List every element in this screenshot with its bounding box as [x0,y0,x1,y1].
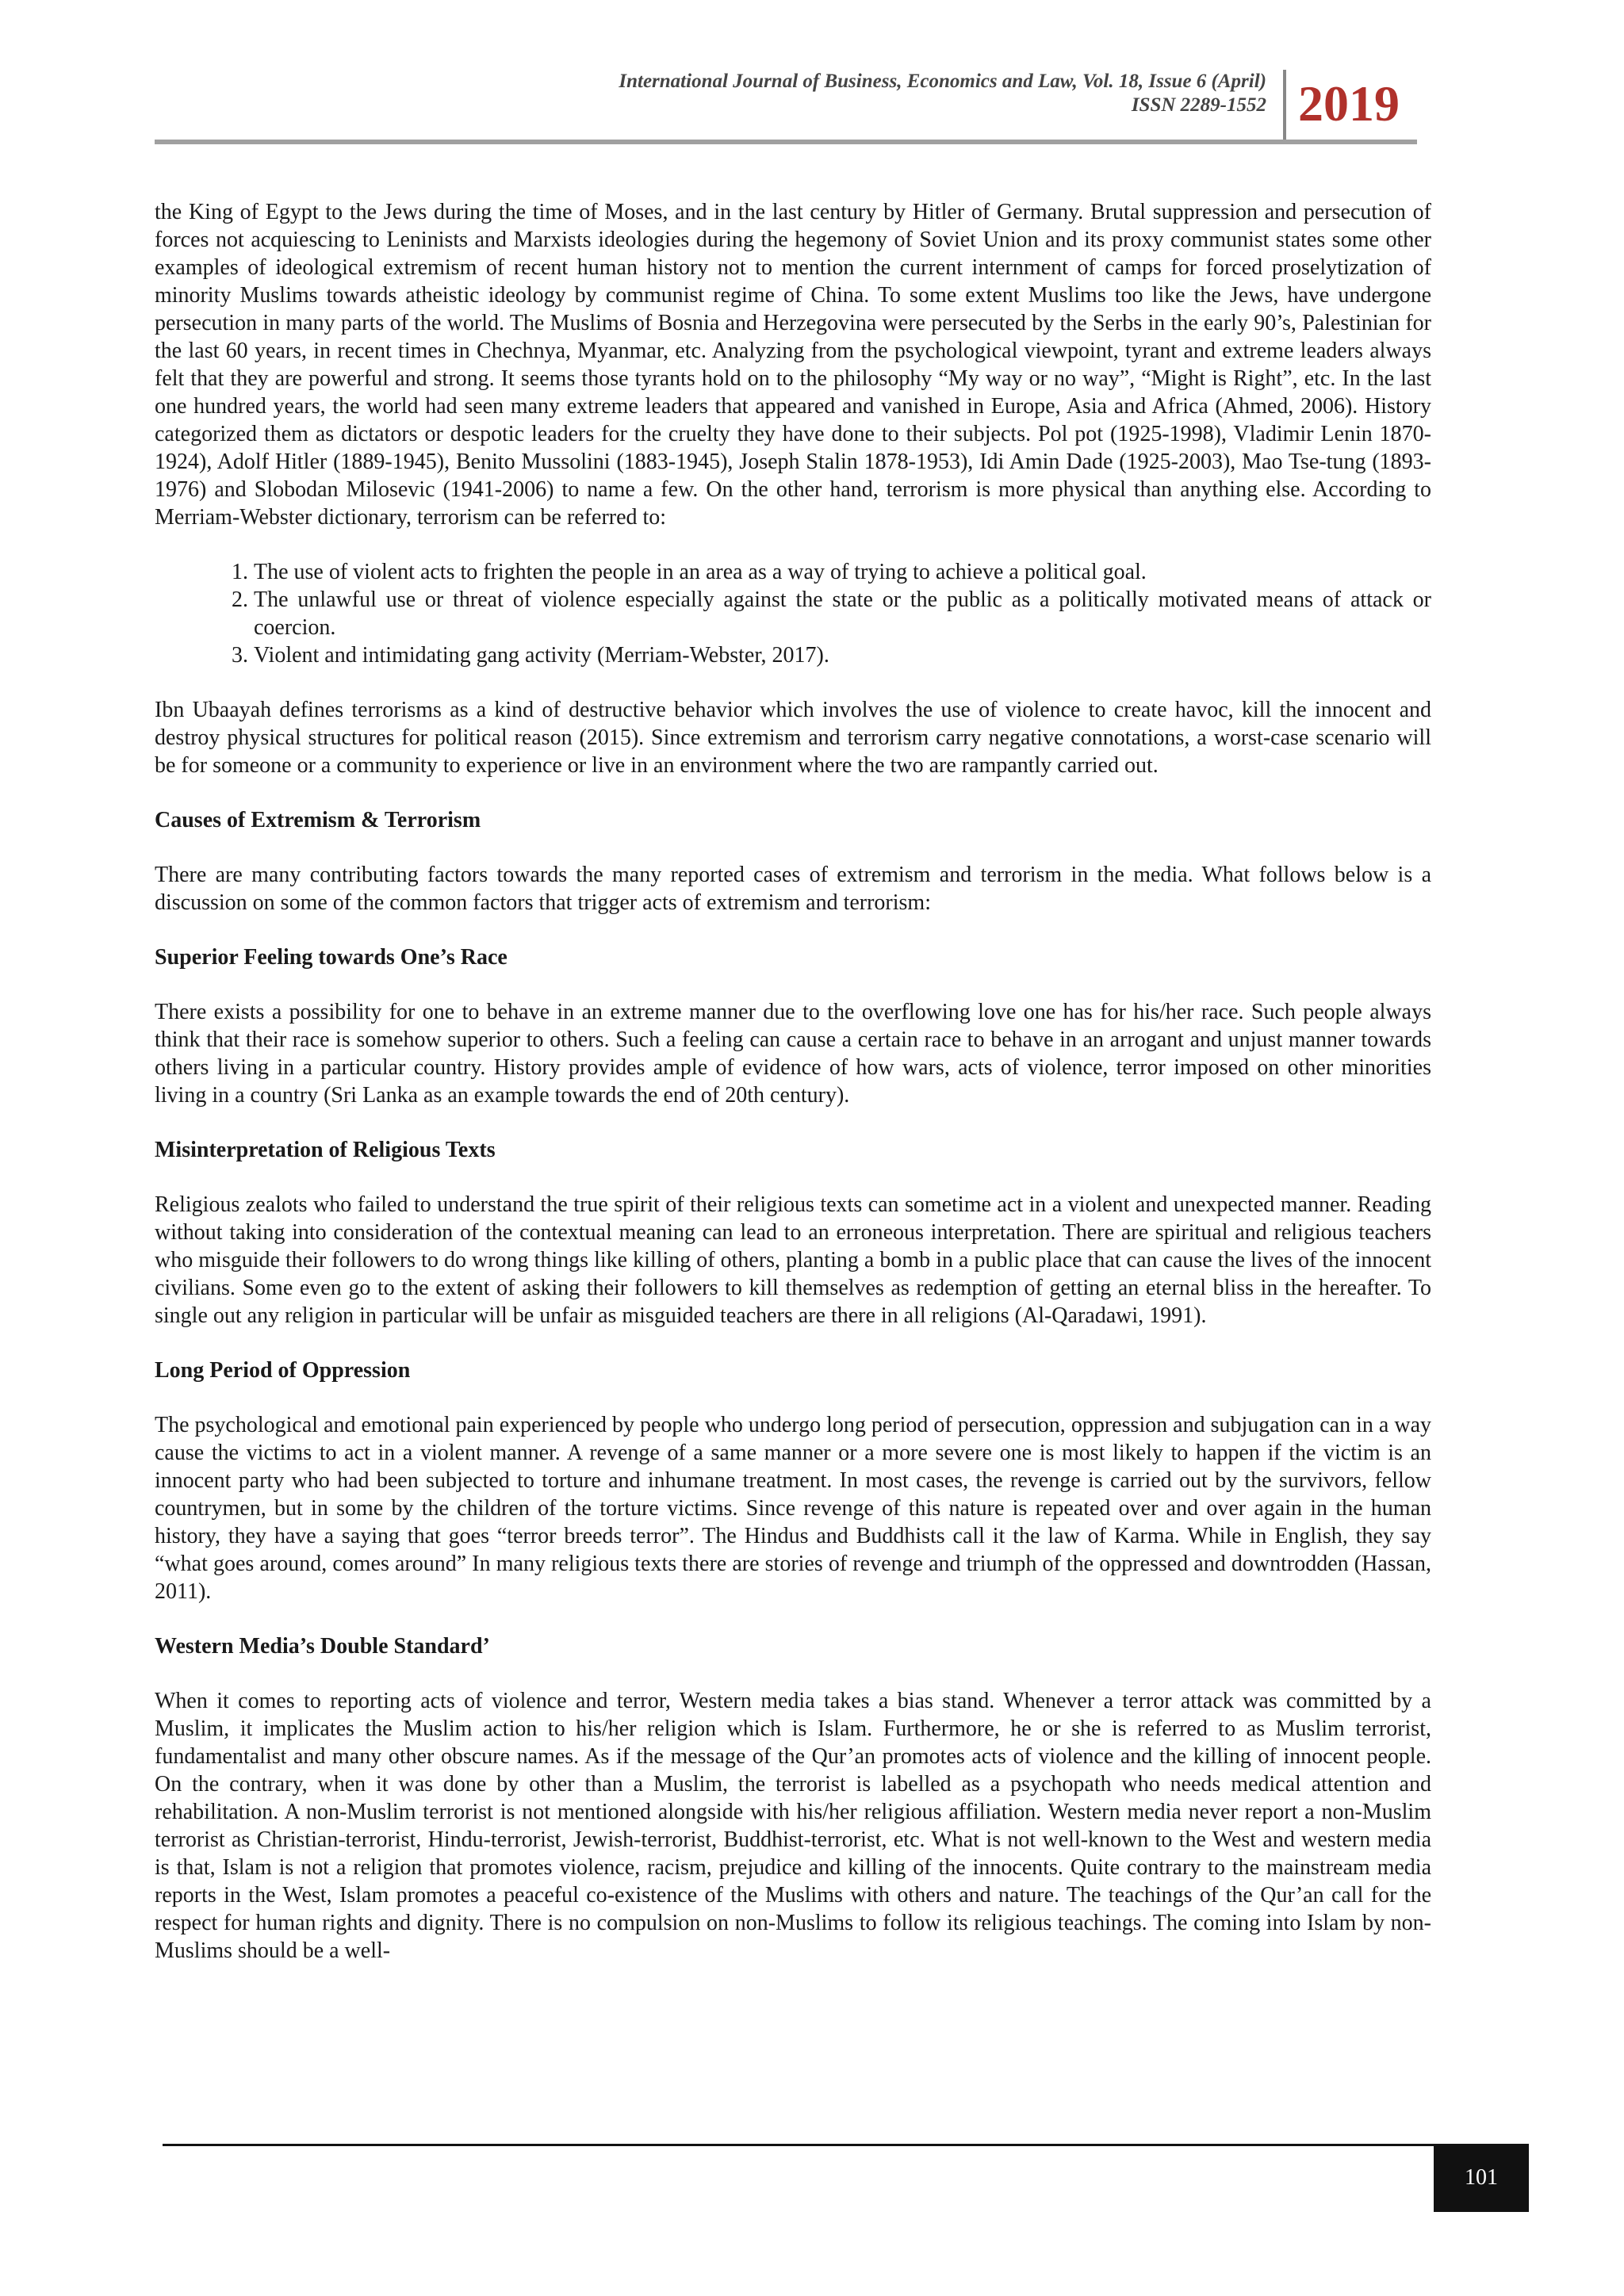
issn: ISSN 2289-1552 [1131,94,1266,116]
paragraph-ibn-ubaayah: Ibn Ubaayah defines terrorisms as a kind of destructive behavior which involves the use of violence to create havoc, kill the innocent and destroy physical structures for political reason (2015). Since extremism and terrorism carry negative connotations, a worst-case scenario will be for someone or a community to experience or live in an environment where the two are rampantly carried out. [155,698,1431,778]
paragraph-religious-texts: Religious zealots who failed to understand the true spirit of their religious texts can sometime act in a violent and unexpected manner. Reading without taking into consideration of the contextual meaning can lead to an erroneous interpretation. There are spiritual and religious teachers who misguide their followers to do wrong things like killing of others, planting a bomb in a public place that can cause the lives of the innocent civilians. Some even go to the extent of asking their followers to kill themselves as redemption of getting an eternal bliss in the hereafter. To single out any religion in particular will be unfair as misguided teachers are there in all religions (Al-Qaradawi, 1991). [155,1192,1431,1328]
heading-religious-texts: Misinterpretation of Religious Texts [155,1138,496,1162]
heading-oppression: Long Period of Oppression [155,1358,411,1383]
list-item: 2. The unlawful use or threat of violence especially against the state or the public as a politically motivated means of attack or coercion. [254,586,1431,641]
header-divider [1283,70,1286,143]
journal-citation [619,70,1266,117]
heading-causes: Causes of Extremism & Terrorism [155,808,481,832]
publication-year: 2019 [1298,75,1400,132]
paragraph-race: There exists a possibility for one to behave in an extreme manner due to the overflowing love one has for his/her race. Such people always think that their race is somehow superior to others. Such a feeling can cause a certain race to behave in an arrogant and unjust manner towards others living in a particular country. History provides ample of evidence of how wars, acts of violence, terror imposed on other minorities living in a country (Sri Lanka as an example towards the end of 20th century). [155,1000,1431,1108]
footer-rule [163,2144,1435,2146]
list-item: 1. The use of violent acts to frighten the people in an area as a way of trying to achieve a political goal. [254,558,1431,586]
list-item: 3. Violent and intimidating gang activity (Merriam-Webster, 2017). [254,641,1431,669]
article-body [155,198,1431,1992]
paragraph-oppression: The psychological and emotional pain experienced by people who undergo long period of persecution, oppression and subjugation can in a way cause the victims to act in a violent manner. A revenge of a same manner or a more severe one is most likely to happen if the victim is an innocent party who had been subjected to torture and inhumane treatment. In most cases, the revenge is carried out by the survivors, fellow countrymen, but in some by the children of the torture victims. Since revenge of this nature is repeated over and over again in the human history, they have a saying that goes “terror breeds terror”. The Hindus and Buddhists call it the law of Karma. While in English, they say “what goes around, comes around” In many religious texts there are stories of revenge and triumph of the oppressed and downtrodden (Hassan, 2011). [155,1413,1431,1604]
paragraph-intro: the King of Egypt to the Jews during the time of Moses, and in the last century by Hitler of Germany. Brutal suppression and persecution of forces not acquiescing to Leninists and Marxists ideologies during the hegemony of Soviet Union and its proxy communist states some other examples of ideological extremism of recent human history not to mention the current internment of camps for forced proselytization of minority Muslims towards atheistic ideology by communist regime of China. To some extent Muslims too like the Jews, have undergone persecution in many parts of the world. The Muslims of Bosnia and Herzegovina were persecuted by the Serbs in the early 90’s, Palestinian for the last 60 years, in recent times in Chechnya, Myanmar, etc. Analyzing from the psychological viewpoint, tyrant and extreme leaders always felt that they are powerful and strong. It seems those tyrants hold on to the philosophy “My way or no way”, “Might is Right”, etc. In the last one hundred years, the world had seen many extreme leaders that appeared and vanished in Europe, Asia and Africa (Ahmed, 2006). History categorized them as dictators or despotic leaders for the cruelty they have done to their subjects. Pol pot (1925-1998), Vladimir Lenin 1870-1924), Adolf Hitler (1889-1945), Benito Mussolini (1883-1945), Joseph Stalin 1878-1953), Idi Amin Dade (1925-2003), Mao Tse-tung (1893-1976) and Slobodan Milosevic (1941-2006) to name a few. On the other hand, terrorism is more physical than anything else. According to Merriam-Webster dictionary, terrorism can be referred to: [155,200,1431,530]
header-rule [155,140,1417,144]
page-number-box [1434,2144,1529,2212]
paragraph-western-media: When it comes to reporting acts of violence and terror, Western media takes a bias stand. Whenever a terror attack was committed by a Muslim, it implicates the Muslim action to his/her religion which is Islam. Furthermore, he or she is referred to as Muslim terrorist, fundamentalist and many other obscure names. As if the message of the Qur’an promotes acts of violence and the killing of innocent people. On the contrary, when it was done by other than a Muslim, the terrorist is labelled as a psychopath who needs medical attention and rehabilitation. A non-Muslim terrorist is not mentioned alongside with his/her religious affiliation. Western media never report a non-Muslim terrorist as Christian-terrorist, Hindu-terrorist, Jewish-terrorist, Buddhist-terrorist, etc. What is not well-known to the West and western media is that, Islam is not a religion that promotes violence, racism, prejudice and killing of the innocents. Quite contrary to the mainstream media reports in the West, Islam promotes a peaceful co-existence of the Muslims with others and nature. The teachings of the Qur’an call for the respect for human rights and dignity. There is no compulsion on non-Muslims to follow its religious teachings. The coming into Islam by non-Muslims should be a well- [155,1689,1431,1963]
paragraph-causes: There are many contributing factors towards the many reported cases of extremism and terrorism in the media. What follows below is a discussion on some of the common factors that trigger acts of extremism and terrorism: [155,863,1431,915]
heading-race: Superior Feeling towards One’s Race [155,945,508,970]
definition-list [155,558,1431,669]
journal-title: International Journal of Business, Economics and Law, Vol. 18, Issue 6 (April) [619,71,1266,92]
page-number: 101 [1465,2165,1498,2190]
running-header [155,70,1417,145]
heading-western-media: Western Media’s Double Standard’ [155,1634,490,1659]
